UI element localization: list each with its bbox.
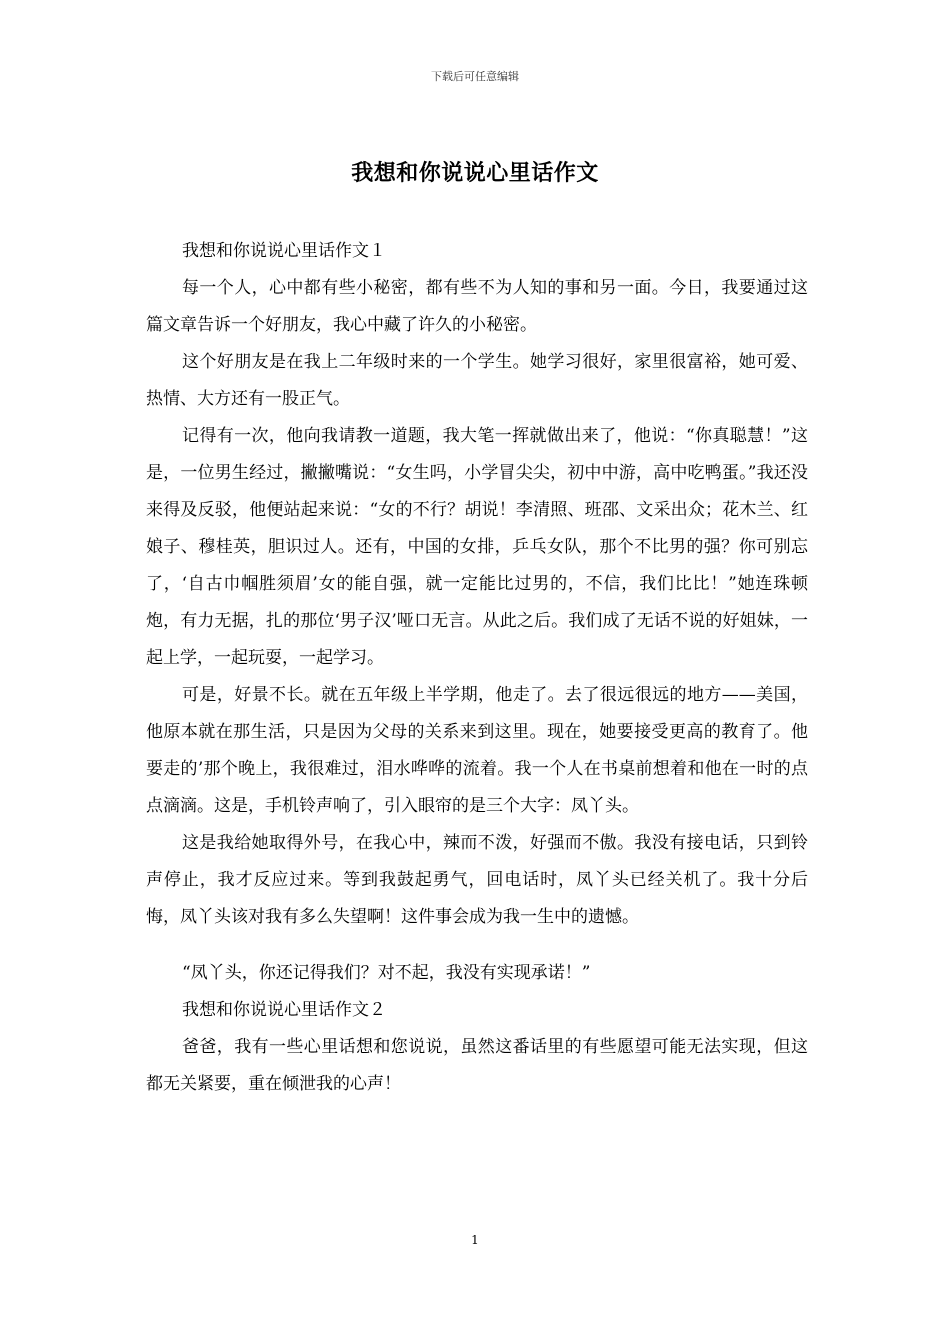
header-note: 下载后可任意编辑 bbox=[431, 70, 519, 83]
essay-heading-1: 我想和你说说心里话作文１ bbox=[182, 241, 386, 261]
page-number: 1 bbox=[471, 1233, 479, 1247]
paragraph-quote: “凤丫头，你还记得我们？对不起，我没有实现承诺！” bbox=[182, 963, 591, 983]
paragraph: 这个好朋友是在我上二年级时来的一个学生。她学习很好，家里很富裕，她可爱、热情、大方还有一股正气。 bbox=[146, 352, 808, 409]
essay-heading-2: 我想和你说说心里话作文２ bbox=[182, 1000, 386, 1020]
paragraph: 记得有一次，他向我请教一道题，我大笔一挥就做出来了，他说：“你真聪慧！”这是，一位男生经过，撇撇嘴说：“女生吗，小学冒尖尖，初中中游，高中吃鸭蛋。”我还没来得及反驳，他便站起来说：“女的不行？胡说！李清照、班邵、文采出众；花木兰、红娘子、穆桂英，胆识过人。还有，中国的女排，乒乓女队，那个不比男的强？你可别忘了，‘自古巾帼胜须眉’女的能自强，就一定能比过男的，不信，我们比比！”她连珠顿炮，有力无据，扎的那位‘男子汉’哑口无言。从此之后。我们成了无话不说的好姐妹，一起上学，一起玩耍，一起学习。 bbox=[146, 426, 808, 668]
paragraph: 可是，好景不长。就在五年级上半学期，他走了。去了很远很远的地方——美国，他原本就在那生活，只是因为父母的关系来到这里。现在，她要接受更高的教育了。他要走的’那个晚上，我很难过，泪水哗哗的流着。我一个人在书桌前想着和他在一时的点点滴滴。这是，手机铃声响了，引入眼帘的是三个大字：凤丫头。 bbox=[146, 685, 808, 816]
paragraph: 这是我给她取得外号，在我心中，辣而不泼，好强而不傲。我没有接电话，只到铃声停止，我才反应过来。等到我鼓起勇气，回电话时，凤丫头已经关机了。我十分后悔，凤丫头该对我有多么失望啊！这件事会成为我一生中的遗憾。 bbox=[146, 833, 808, 927]
document-body bbox=[146, 233, 808, 1103]
paragraph: 每一个人，心中都有些小秘密，都有些不为人知的事和另一面。今日，我要通过这篇文章告诉一个好朋友，我心中藏了许久的小秘密。 bbox=[146, 278, 808, 335]
document-title: 我想和你说说心里话作文 bbox=[351, 160, 599, 186]
paragraph: 爸爸，我有一些心里话想和您说说，虽然这番话里的有些愿望可能无法实现，但这都无关紧要，重在倾泄我的心声！ bbox=[146, 1037, 808, 1094]
